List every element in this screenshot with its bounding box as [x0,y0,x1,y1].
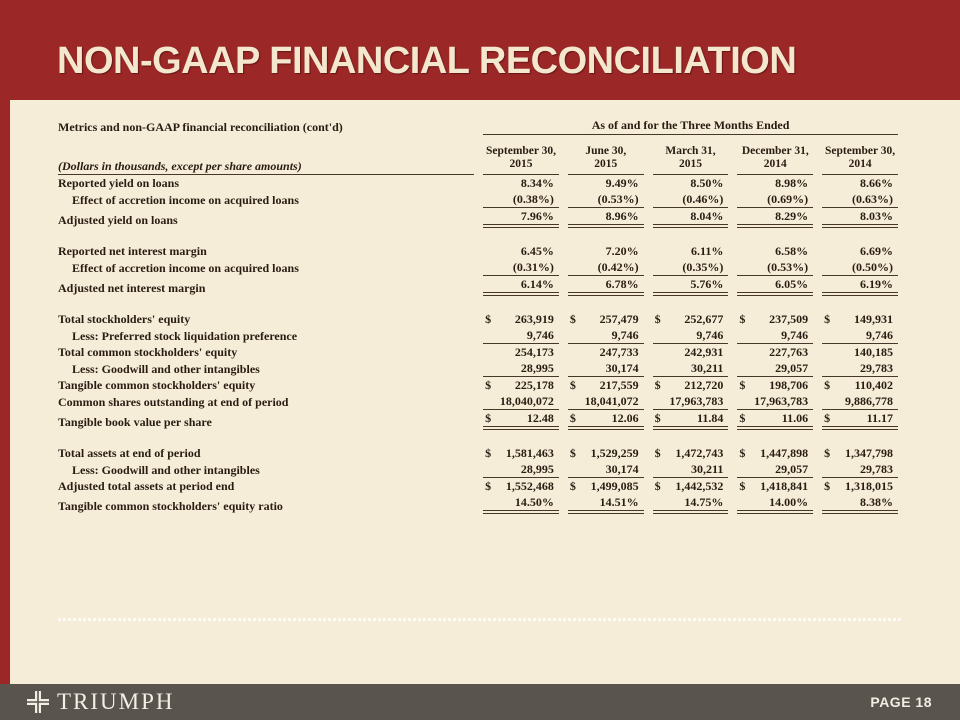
cell-value: 263,919 [514,312,554,326]
value-cell [822,494,898,514]
content-area [49,113,907,514]
currency-symbol: $ [654,312,661,326]
cell-value: 8.29% [775,209,809,223]
currency-symbol: $ [569,378,576,392]
section-spacer [58,430,898,445]
cell-value: 11.06 [781,411,809,425]
value-cell [822,478,898,494]
cell-value: 29,057 [775,361,809,375]
currency-symbol: $ [569,479,576,493]
cell-value: 11.84 [697,411,724,425]
column-header: September 30, 2015 [483,135,559,175]
value-cell [653,327,729,344]
reconciliation-table-body [58,175,898,514]
currency-symbol: $ [824,312,831,326]
reconciliation-table [49,113,907,514]
value-cell [737,276,813,296]
cell-value: 212,720 [684,378,724,392]
page-number: PAGE 18 [870,694,932,710]
cell-value: (0.35%) [682,260,724,274]
cell-value: 8.66% [860,176,893,190]
cell-value: 6.05% [775,277,809,291]
value-cell [483,259,559,276]
value-cell [653,461,729,478]
units-note: (Dollars in thousands, except per share amounts) [58,135,474,175]
value-cell [483,478,559,494]
cell-value: 7.96% [520,209,554,223]
cell-value: 8.96% [605,209,639,223]
cell-value: (0.46%) [682,192,724,206]
cell-value: 1,529,259 [590,446,639,460]
value-cell [737,175,813,191]
value-cell [653,377,729,393]
table-row [58,360,898,377]
spanner-heading: As of and for the Three Months Ended [483,113,898,135]
value-cell [568,377,644,393]
value-cell [653,344,729,360]
cell-value: 6.19% [860,277,893,291]
value-cell [822,243,898,259]
row-label: Effect of accretion income on acquired loans [72,261,299,275]
logo-text: TRIUMPH [57,688,175,714]
cell-value: 9,746 [781,328,809,342]
cell-value: 8.04% [690,209,724,223]
value-cell [653,410,729,430]
cell-value: 7.20% [605,244,639,258]
currency-symbol: $ [739,479,746,493]
currency-symbol: $ [569,312,576,326]
cell-value: (0.31%) [512,260,554,274]
cell-value: 1,318,015 [845,479,893,493]
cell-value: (0.63%) [852,192,893,206]
value-cell [483,311,559,327]
cell-value: 14.75% [684,495,724,509]
cell-value: 247,733 [599,345,639,359]
currency-symbol: $ [824,378,831,392]
cell-value: 6.11% [691,244,724,258]
currency-symbol: $ [569,411,576,425]
value-cell [822,311,898,327]
value-cell [653,478,729,494]
value-cell [568,478,644,494]
row-label: Total common stockholders' equity [58,345,238,359]
cell-value: 242,931 [684,345,724,359]
table-row [58,276,898,296]
row-label: Adjusted net interest margin [58,281,206,295]
currency-symbol: $ [739,378,746,392]
table-row [58,327,898,344]
row-label: Effect of accretion income on acquired loans [72,193,299,207]
cell-value: 257,479 [599,312,639,326]
cell-value: 29,783 [860,462,893,476]
cell-value: 18,041,072 [584,394,639,408]
cell-value: 6.14% [520,277,554,291]
cell-value: 227,763 [769,345,809,359]
currency-symbol: $ [485,411,492,425]
cell-value: 11.17 [866,411,893,425]
cell-value: 217,559 [599,378,639,392]
column-header: June 30, 2015 [568,135,644,175]
currency-symbol: $ [824,446,831,460]
cell-value: 14.50% [514,495,554,509]
row-label: Tangible common stockholders' equity ratio [58,499,283,513]
cell-value: 198,706 [769,378,809,392]
row-label: Reported yield on loans [58,176,180,190]
row-label: Tangible book value per share [58,415,212,429]
section-spacer [58,296,898,311]
currency-symbol: $ [739,411,746,425]
value-cell [483,494,559,514]
value-cell [568,494,644,514]
table-row [58,259,898,276]
value-cell [822,410,898,430]
value-cell [822,344,898,360]
cell-value: 5.76% [690,277,724,291]
value-cell [822,393,898,410]
currency-symbol: $ [654,479,661,493]
cell-value: 30,211 [691,462,724,476]
value-cell [653,243,729,259]
cell-value: 9.49% [605,176,639,190]
value-cell [653,259,729,276]
value-cell [653,494,729,514]
value-cell [822,208,898,228]
currency-symbol: $ [739,446,746,460]
cell-value: 8.03% [860,209,893,223]
value-cell [653,175,729,191]
currency-symbol: $ [824,479,831,493]
cell-value: (0.69%) [767,192,809,206]
table-row [58,208,898,228]
cell-value: 254,173 [514,345,554,359]
value-cell [822,276,898,296]
value-cell [653,393,729,410]
value-cell [822,360,898,377]
currency-symbol: $ [654,411,661,425]
value-cell [483,393,559,410]
value-cell [483,175,559,191]
value-cell [568,311,644,327]
table-row [58,377,898,393]
value-cell [568,445,644,461]
cell-value: 110,402 [854,378,893,392]
cell-value: 14.00% [769,495,809,509]
footer-bar [0,684,960,720]
value-cell [568,175,644,191]
value-cell [653,311,729,327]
value-cell [483,360,559,377]
value-cell [737,494,813,514]
cell-value: 225,178 [514,378,554,392]
cell-value: 8.34% [520,176,554,190]
table-row [58,311,898,327]
value-cell [737,191,813,208]
row-label: Less: Goodwill and other intangibles [72,362,260,376]
value-cell [483,208,559,228]
value-cell [483,461,559,478]
cell-value: 28,995 [520,462,554,476]
cell-value: 12.06 [611,411,639,425]
cell-value: 1,442,532 [675,479,724,493]
currency-symbol: $ [485,479,492,493]
value-cell [568,360,644,377]
value-cell [483,191,559,208]
value-cell [737,410,813,430]
currency-symbol: $ [739,312,746,326]
cell-value: 30,174 [605,361,639,375]
cell-value: 1,418,841 [760,479,809,493]
cell-value: 6.45% [520,244,554,258]
cell-value: (0.50%) [852,260,893,274]
table-row [58,243,898,259]
cell-value: 18,040,072 [499,394,554,408]
value-cell [737,243,813,259]
triumph-logo [26,690,175,715]
value-cell [483,327,559,344]
cell-value: 1,499,085 [590,479,639,493]
cell-value: (0.42%) [597,260,639,274]
value-cell [483,410,559,430]
row-label: Adjusted yield on loans [58,213,178,227]
value-cell [822,327,898,344]
title-bar [0,0,960,100]
value-cell [737,360,813,377]
value-cell [568,276,644,296]
cell-value: 30,174 [605,462,639,476]
cell-value: 29,783 [860,361,893,375]
value-cell [737,311,813,327]
row-label: Total stockholders' equity [58,312,191,326]
value-cell [483,276,559,296]
value-cell [483,377,559,393]
currency-symbol: $ [485,378,492,392]
cell-value: 9,886,778 [845,394,893,408]
cell-value: 17,963,783 [669,394,724,408]
cell-value: 140,185 [854,345,893,359]
cell-value: 237,509 [769,312,809,326]
cell-value: 1,447,898 [760,446,809,460]
left-accent-stripe [0,100,10,684]
value-cell [568,243,644,259]
cell-value: 6.69% [860,244,893,258]
table-row [58,175,898,191]
value-cell [568,259,644,276]
value-cell [568,410,644,430]
row-label: Reported net interest margin [58,244,207,258]
value-cell [737,377,813,393]
row-label: Common shares outstanding at end of period [58,395,289,409]
currency-symbol: $ [654,446,661,460]
column-header: September 30, 2014 [822,135,898,175]
value-cell [483,445,559,461]
cell-value: 12.48 [526,411,554,425]
cell-value: 28,995 [520,361,554,375]
value-cell [568,191,644,208]
value-cell [822,461,898,478]
row-label: Less: Goodwill and other intangibles [72,463,260,477]
cell-value: 6.58% [775,244,809,258]
value-cell [822,191,898,208]
value-cell [653,276,729,296]
row-label: Total assets at end of period [58,446,201,460]
value-cell [737,461,813,478]
cell-value: (0.53%) [597,192,639,206]
table-row [58,410,898,430]
value-cell [568,344,644,360]
value-cell [568,393,644,410]
column-header: March 31, 2015 [653,135,729,175]
page-title: NON-GAAP FINANCIAL RECONCILIATION [57,40,797,82]
value-cell [568,208,644,228]
cell-value: 8.50% [690,176,724,190]
value-cell [568,327,644,344]
value-cell [822,259,898,276]
table-row [58,461,898,478]
table-heading: Metrics and non-GAAP financial reconciliation (cont'd) [58,120,343,134]
currency-symbol: $ [654,378,661,392]
value-cell [737,259,813,276]
value-cell [483,344,559,360]
cell-value: 14.51% [599,495,639,509]
table-row [58,191,898,208]
value-cell [568,461,644,478]
cell-value: 252,677 [684,312,724,326]
cell-value: (0.38%) [512,192,554,206]
table-row [58,393,898,410]
table-row [58,445,898,461]
currency-symbol: $ [485,446,492,460]
table-row [58,478,898,494]
cell-value: 1,472,743 [675,446,724,460]
value-cell [822,377,898,393]
row-label: Tangible common stockholders' equity [58,378,256,392]
value-cell [822,175,898,191]
value-cell [653,360,729,377]
value-cell [822,445,898,461]
value-cell [737,393,813,410]
cell-value: 8.38% [860,495,893,509]
footnote-microtext [58,618,903,621]
cell-value: 9,746 [611,328,639,342]
currency-symbol: $ [824,411,831,425]
cell-value: 17,963,783 [754,394,809,408]
currency-symbol: $ [485,312,492,326]
cell-value: 149,931 [854,312,893,326]
cell-value: 9,746 [526,328,554,342]
cell-value: 9,746 [696,328,724,342]
value-cell [737,208,813,228]
cell-value: (0.53%) [767,260,809,274]
cell-value: 29,057 [775,462,809,476]
value-cell [737,344,813,360]
cell-value: 8.98% [775,176,809,190]
column-header: December 31, 2014 [737,135,813,175]
value-cell [737,445,813,461]
cell-value: 6.78% [605,277,639,291]
cell-value: 1,552,468 [505,479,554,493]
currency-symbol: $ [569,446,576,460]
value-cell [653,445,729,461]
table-row [58,494,898,514]
cross-icon [26,690,50,714]
cell-value: 30,211 [691,361,724,375]
value-cell [737,478,813,494]
section-spacer [58,228,898,243]
value-cell [653,191,729,208]
row-label: Less: Preferred stock liquidation preference [72,329,298,343]
value-cell [653,208,729,228]
row-label: Adjusted total assets at period end [58,479,235,493]
cell-value: 1,581,463 [505,446,554,460]
cell-value: 9,746 [866,328,893,342]
cell-value: 1,347,798 [845,446,893,460]
table-row [58,344,898,360]
value-cell [737,327,813,344]
value-cell [483,243,559,259]
